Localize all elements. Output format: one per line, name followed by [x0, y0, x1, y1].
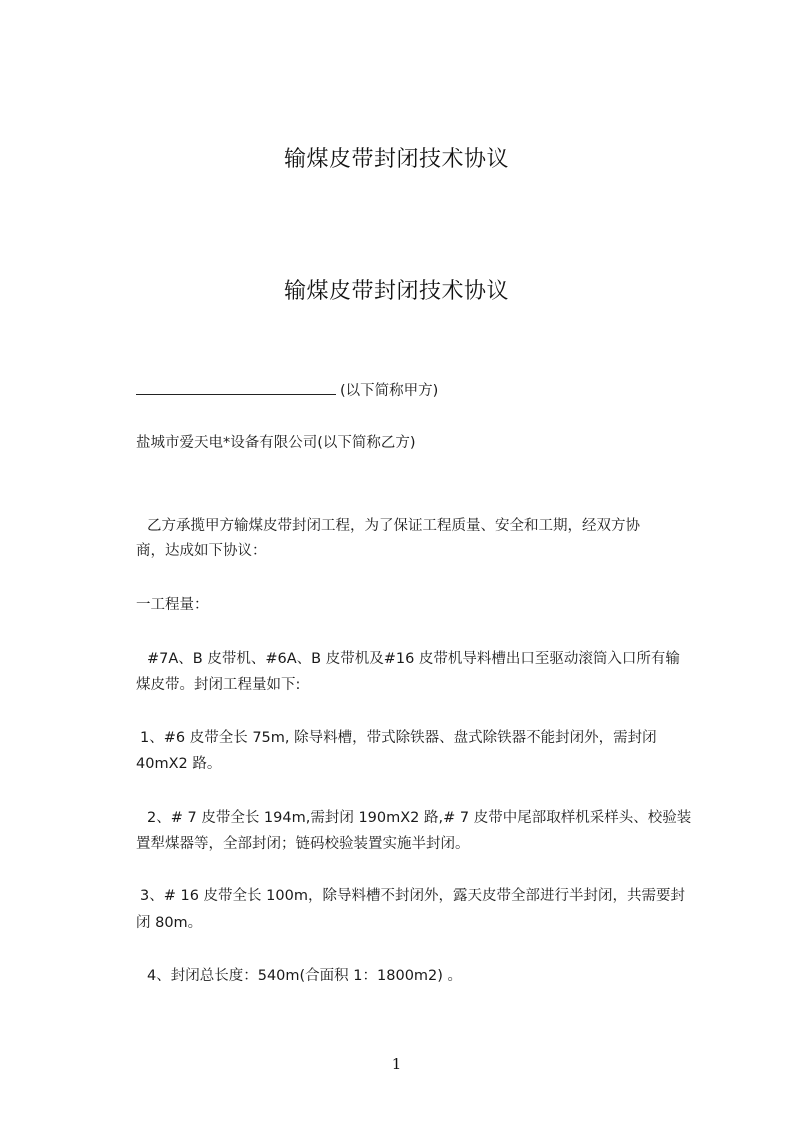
party-a-blank-field[interactable] [136, 380, 336, 395]
party-b-line: 盐城市爱天电*设备有限公司(以下简称乙方) [136, 435, 416, 451]
scope-line-2: 煤皮带。封闭工程量如下: [136, 677, 301, 693]
intro-line-1: 乙方承揽甲方输煤皮带封闭工程，为了保证工程质量、安全和工期，经双方协 [147, 518, 640, 534]
item4-line-1: 4、封闭总长度：540m(合面积 1：1800m2) 。 [147, 968, 463, 984]
party-a-line [136, 380, 438, 401]
item3-line-2: 闭 80m。 [136, 915, 203, 931]
scope-line-1: #7A、B 皮带机、#6A、B 皮带机及#16 皮带机导料槽出口至驱动滚筒入口所有输 [147, 651, 680, 667]
item1-line-1: 1、#6 皮带全长 75m, 除导料槽，带式除铁器、盘式除铁器不能封闭外，需封闭 [140, 730, 657, 746]
document-title-top: 输煤皮带封闭技术协议 [283, 147, 509, 172]
party-a-suffix: (以下简称甲方) [340, 383, 439, 399]
item2-line-1: 2、# 7 皮带全长 194m,需封闭 190mX2 路,# 7 皮带中尾部取样机采样头、校验装 [147, 810, 692, 826]
item1-line-2: 40mX2 路。 [136, 756, 222, 772]
item3-line-1: 3、# 16 皮带全长 100m，除导料槽不封闭外，露天皮带全部进行半封闭，共需要封 [140, 888, 685, 904]
item2-line-2: 置犁煤器等，全部封闭；链码校验装置实施半封闭。 [136, 836, 470, 852]
document-title-main: 输煤皮带封闭技术协议 [283, 279, 509, 304]
page-number: 1 [391, 1055, 402, 1073]
intro-line-2: 商，达成如下协议： [136, 543, 267, 559]
section1-heading: 一工程量： [136, 597, 209, 613]
